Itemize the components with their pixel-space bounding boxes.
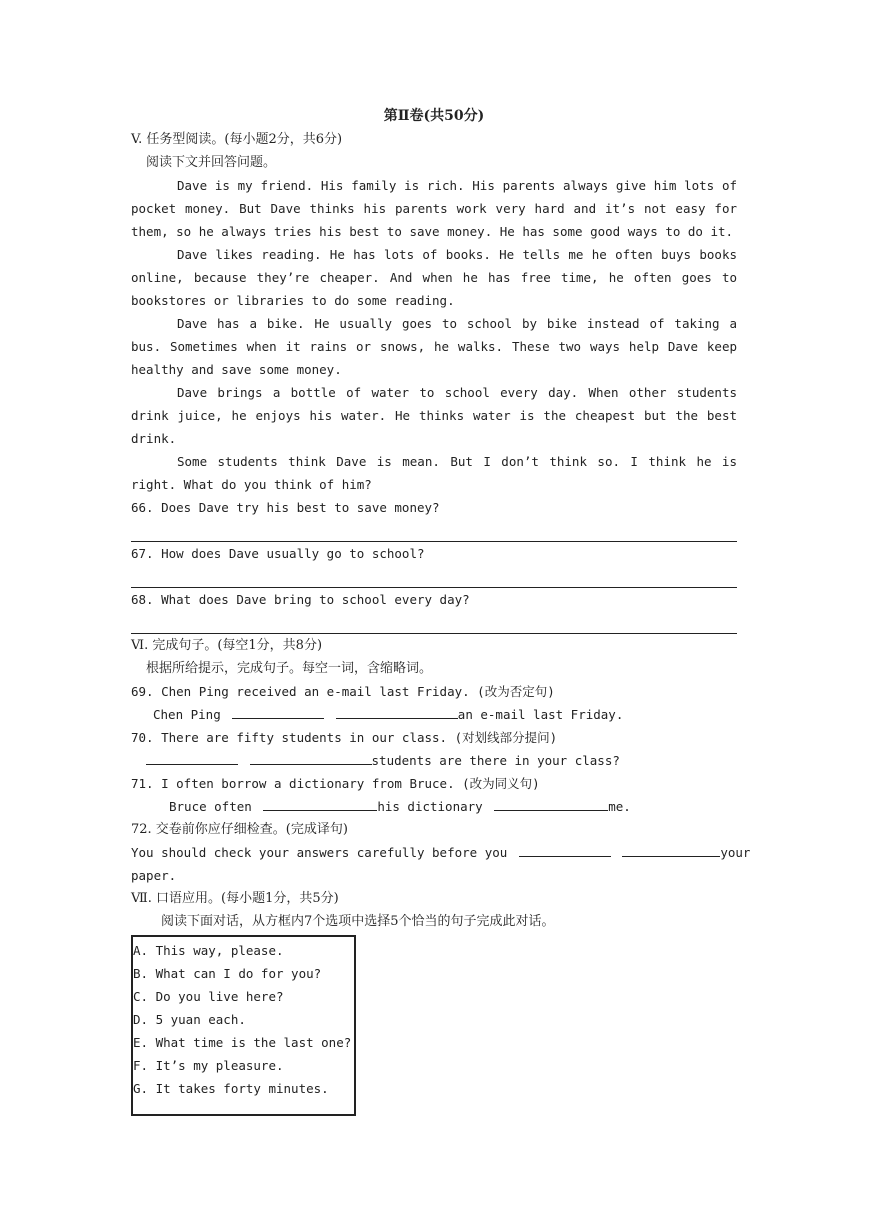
option-c: C. Do you live here? bbox=[133, 989, 284, 1004]
question-69: 69. Chen Ping received an e-mail last Friday. (改为否定句) bbox=[131, 684, 555, 699]
passage-paragraph: Dave brings a bottle of water to school every day. When other students drink juice, he enjoys his water. He thinks water is the cheapest but the best drink. bbox=[131, 385, 737, 446]
blank-69-2[interactable] bbox=[336, 704, 458, 719]
blank-72-2[interactable] bbox=[622, 842, 720, 857]
section5-instruction: 阅读下文并回答问题。 bbox=[146, 155, 277, 170]
question-67: 67. How does Dave usually go to school? bbox=[131, 546, 425, 561]
answer-line-66[interactable] bbox=[131, 519, 737, 542]
blank-70-2[interactable] bbox=[250, 750, 372, 765]
paper-title: 第Ⅱ卷(共50分) bbox=[383, 108, 485, 124]
exam-page bbox=[131, 104, 751, 1116]
q71-end: me. bbox=[608, 799, 631, 814]
question-72: 72. 交卷前你应仔细检查。(完成译句) bbox=[131, 822, 348, 837]
fill-row-71 bbox=[131, 795, 737, 818]
blank-71-2[interactable] bbox=[494, 796, 608, 811]
options-box bbox=[131, 935, 356, 1116]
question-70: 70. There are fifty students in our class. (对划线部分提问) bbox=[131, 730, 558, 745]
q72-continuation: paper. bbox=[131, 868, 177, 883]
section6-instruction: 根据所给提示，完成句子。每空一词，含缩略词。 bbox=[146, 661, 433, 676]
question-68: 68. What does Dave bring to school every day? bbox=[131, 592, 470, 607]
passage-paragraph: Dave is my friend. His family is rich. His parents always give him lots of pocket money. But Dave thinks his parents work very hard and it’s not easy for them, so he always tries his best to save money. He has some good ways to do it. bbox=[131, 178, 737, 239]
passage-paragraph: Some students think Dave is mean. But I don’t think so. I think he is right. What do you think of him? bbox=[131, 454, 737, 492]
q69-start: Chen Ping bbox=[153, 707, 221, 722]
option-b: B. What can I do for you? bbox=[133, 966, 322, 981]
q71-start: Bruce often bbox=[169, 799, 252, 814]
q72-start: You should check your answers carefully before you bbox=[131, 845, 508, 860]
fill-row-69 bbox=[131, 703, 737, 726]
option-f: F. It’s my pleasure. bbox=[133, 1058, 284, 1073]
question-66: 66. Does Dave try his best to save money? bbox=[131, 500, 440, 515]
passage-paragraph: Dave has a bike. He usually goes to school by bike instead of taking a bus. Sometimes when it rains or snows, he walks. These two ways help Dave keep healthy and save some money. bbox=[131, 316, 737, 377]
section7-heading: Ⅶ. 口语应用。(每小题1分，共5分) bbox=[131, 891, 339, 906]
section6-heading: Ⅵ. 完成句子。(每空1分，共8分) bbox=[131, 638, 323, 653]
option-e: E. What time is the last one? bbox=[133, 1035, 352, 1050]
option-d: D. 5 yuan each. bbox=[133, 1012, 246, 1027]
passage-paragraph: Dave likes reading. He has lots of books. He tells me he often buys books online, because they’re cheaper. And when he has free time, he often goes to bookstores or libraries to do some reading. bbox=[131, 247, 737, 308]
section7-instruction: 阅读下面对话，从方框内7个选项中选择5个恰当的句子完成此对话。 bbox=[161, 914, 555, 929]
blank-72-1[interactable] bbox=[519, 842, 611, 857]
question-71: 71. I often borrow a dictionary from Bruce. (改为同义句) bbox=[131, 776, 540, 791]
blank-69-1[interactable] bbox=[232, 704, 324, 719]
answer-line-67[interactable] bbox=[131, 565, 737, 588]
section5-heading: V. 任务型阅读。(每小题2分，共6分) bbox=[131, 132, 343, 147]
answer-line-68[interactable] bbox=[131, 611, 737, 634]
fill-row-72 bbox=[131, 841, 751, 864]
blank-71-1[interactable] bbox=[263, 796, 377, 811]
q71-middle: his dictionary bbox=[377, 799, 483, 814]
q70-end: students are there in your class? bbox=[371, 753, 620, 768]
fill-row-70 bbox=[131, 749, 737, 772]
q69-end: an e-mail last Friday. bbox=[457, 707, 624, 722]
option-g: G. It takes forty minutes. bbox=[133, 1081, 329, 1096]
q72-end: your bbox=[720, 845, 751, 860]
blank-70-1[interactable] bbox=[146, 750, 238, 765]
option-a: A. This way, please. bbox=[133, 943, 284, 958]
